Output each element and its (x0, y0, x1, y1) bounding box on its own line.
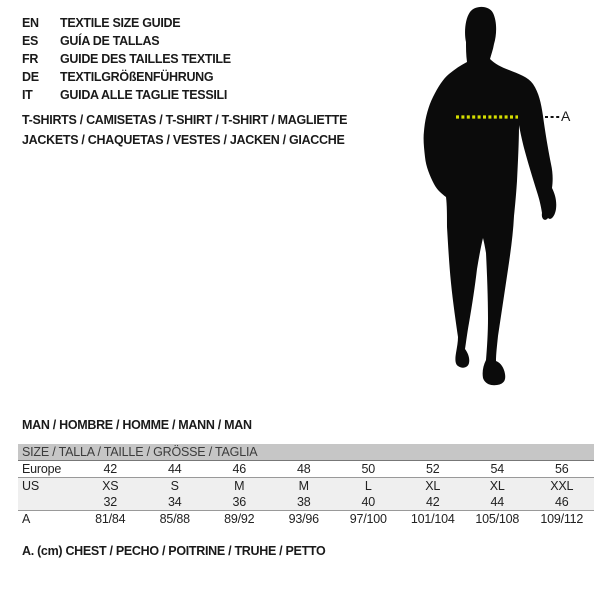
size-cell: 93/96 (288, 512, 319, 526)
language-code: FR (22, 52, 39, 66)
language-code: IT (22, 88, 33, 102)
category-line-jackets: JACKETS / CHAQUETAS / VESTES / JACKEN / GIACCHE (22, 133, 345, 147)
language-title: TEXTILGRÖßENFÜHRUNG (60, 70, 214, 84)
size-table-row-europe (18, 461, 594, 478)
size-table-row-us (18, 478, 594, 494)
size-cell: 101/104 (410, 512, 455, 526)
language-code: EN (22, 16, 39, 30)
language-code: ES (22, 34, 39, 48)
language-title: GUIDE DES TAILLES TEXTILE (60, 52, 231, 66)
size-cell: M (298, 479, 309, 493)
size-cell: 48 (296, 462, 311, 476)
size-cell: 40 (361, 495, 375, 509)
size-cell: XXL (550, 479, 574, 493)
size-cell: 85/88 (159, 512, 190, 526)
size-cell: 56 (554, 462, 569, 476)
size-table (18, 444, 594, 528)
measurement-label-a: A (561, 108, 571, 124)
language-list (22, 14, 231, 104)
language-row (22, 32, 231, 50)
language-row (22, 50, 231, 68)
language-row (22, 14, 231, 32)
size-cell: 44 (490, 495, 504, 509)
size-cell: 44 (167, 462, 182, 476)
man-silhouette-figure (400, 0, 600, 410)
size-cell: 32 (103, 495, 117, 509)
row-label: A (22, 512, 31, 526)
garment-categories (22, 110, 347, 150)
size-cell: 42 (425, 495, 440, 509)
size-cell: XS (102, 479, 119, 493)
size-cell: 81/84 (95, 512, 126, 526)
language-row (22, 68, 231, 86)
size-cell: 50 (361, 462, 375, 476)
size-cell: 46 (554, 495, 569, 509)
size-cell: S (170, 479, 179, 493)
size-table-header: SIZE / TALLA / TAILLE / GRÖSSE / TAGLIA (18, 444, 594, 461)
size-cell: 42 (103, 462, 117, 476)
size-cell: 34 (167, 495, 182, 509)
language-title: TEXTILE SIZE GUIDE (60, 16, 181, 30)
man-silhouette (424, 7, 557, 385)
size-cell: 46 (232, 462, 246, 476)
section-heading-man: MAN / HOMBRE / HOMME / MANN / MAN (22, 418, 252, 432)
row-label (18, 494, 78, 510)
category-line-tshirts: T-SHIRTS / CAMISETAS / T-SHIRT / T-SHIRT / MAGLIETTE (22, 113, 348, 127)
size-table-row-a-chest (18, 511, 594, 528)
size-cell: 54 (490, 462, 504, 476)
size-cell: 89/92 (224, 512, 255, 526)
size-cell: XL (425, 479, 441, 493)
footnote-chest: A. (cm) CHEST / PECHO / POITRINE / TRUHE / PETTO (22, 544, 326, 558)
size-cell: L (364, 479, 372, 493)
size-cell: 52 (425, 462, 440, 476)
language-code: DE (22, 70, 39, 84)
language-title: GUIDA ALLE TAGLIE TESSILI (60, 88, 228, 102)
size-table-row-unlabeled (18, 494, 594, 511)
size-cell: 36 (232, 495, 246, 509)
size-cell: 38 (296, 495, 311, 509)
language-title: GUÍA DE TALLAS (60, 34, 160, 48)
size-cell: 97/100 (349, 512, 387, 526)
size-cell: 105/108 (475, 512, 520, 526)
size-cell: XL (489, 479, 505, 493)
row-label: US (22, 479, 39, 493)
language-row (22, 86, 231, 104)
size-cell: 109/112 (540, 512, 584, 526)
size-cell: M (234, 479, 245, 493)
row-label: Europe (22, 462, 62, 476)
